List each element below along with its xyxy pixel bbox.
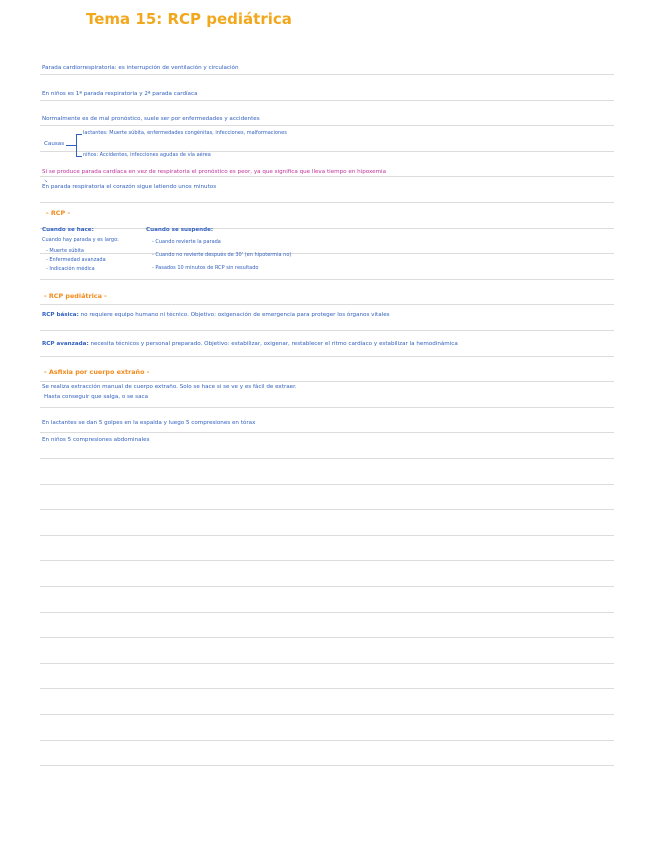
ruled-line — [40, 176, 614, 177]
ruled-line — [40, 484, 614, 485]
ruled-line — [40, 714, 614, 715]
ruled-line — [40, 330, 614, 331]
causas-bottom: niños: Accidentes, infecciones agudas de vía aérea — [83, 152, 211, 158]
cuerpo-line-1: Se realiza extracción manual de cuerpo extraño. Solo se hace si se ve y es fácil de extraer. — [42, 384, 297, 390]
ruled-line — [40, 100, 614, 101]
rcp-basica — [42, 313, 390, 319]
rcp-when-4: - Indicación médica — [46, 266, 95, 272]
cuerpo-line-4: En niños 5 compresiones abdominales — [42, 437, 150, 443]
text-line-1: Parada cardiorrespiratoria: es interrupción de ventilación y circulación — [42, 65, 239, 71]
ruled-line — [40, 688, 614, 689]
heading-rcp-pediatrica: - RCP pediátrica - — [44, 292, 107, 300]
ruled-line — [40, 228, 614, 229]
causas-top: lactantes: Muerte súbita, enfermedades congénitas, infecciones, malformaciones — [83, 130, 287, 136]
ruled-line — [40, 586, 614, 587]
warning-line: Si se produce parada cardíaca en vez de respiratoria el pronóstico es peor, ya que significa que lleva tiempo en hipoxemia — [42, 169, 387, 175]
ruled-line — [40, 202, 614, 203]
text-line-2: En niños es 1ª parada respiratoria y 2ª parada cardíaca — [42, 91, 198, 97]
ruled-line — [40, 509, 614, 510]
cuerpo-line-3: En lactantes se dan 5 golpes en la espalda y luego 5 compresiones en tórax — [42, 420, 256, 426]
rcp-stop-3: - Pasados 10 minutos de RCP sin resultado — [152, 265, 259, 271]
ruled-line — [40, 458, 614, 459]
ruled-line — [40, 356, 614, 357]
rcp-avanzada — [42, 342, 458, 348]
rcp-when-2: - Muerte súbita — [46, 248, 84, 254]
text-line-after-warning: En parada respiratoria el corazón sigue latiendo unos minutos — [42, 184, 217, 190]
rcp-stop-1: - Cuando revierte la parada — [152, 239, 221, 245]
rcp-when-1: Cuando hay parada y es largo: — [42, 237, 119, 243]
ruled-line — [40, 560, 614, 561]
rcp-when-3: - Enfermedad avanzada — [46, 257, 106, 263]
causas-label: Causas — [44, 141, 65, 147]
causas-brace-bottom — [76, 156, 82, 157]
causas-brace-top — [76, 134, 82, 135]
ruled-line — [40, 765, 614, 766]
cuerpo-line-2: Hasta conseguir que salga, o se saca — [44, 394, 149, 400]
causas-brace — [76, 134, 77, 156]
ruled-line — [40, 304, 614, 305]
ruled-line — [40, 125, 614, 126]
heading-cuerpo-extrano: - Asfixia por cuerpo extraño - — [44, 368, 150, 376]
rcp-stop-head: Cuando se suspende: — [146, 227, 214, 233]
page-title: Tema 15: RCP pediátrica — [86, 10, 292, 28]
ruled-line — [40, 381, 614, 382]
ruled-line — [40, 535, 614, 536]
rcp-when-head: Cuando se hace: — [42, 227, 94, 233]
arrow-mark: ↘ — [44, 178, 48, 183]
ruled-line — [40, 74, 614, 75]
heading-rcp: - RCP - — [46, 209, 71, 217]
ruled-line — [40, 407, 614, 408]
ruled-line — [40, 637, 614, 638]
ruled-line — [40, 663, 614, 664]
rcp-avanzada-text: necesita técnicos y personal preparado. Objetivo: estabilizar, oxigenar, restablecer el ritmo cardíaco y estabilizar la hemodinámica — [90, 341, 458, 347]
rcp-basica-text: no requiere equipo humano ni técnico. Objetivo: oxigenación de emergencia para proteger los órganos vitales — [80, 312, 390, 318]
rcp-basica-label: RCP básica: — [42, 312, 79, 318]
ruled-line — [40, 279, 614, 280]
ruled-line — [40, 253, 614, 254]
causas-connector — [66, 145, 76, 146]
ruled-line — [40, 432, 614, 433]
ruled-line — [40, 740, 614, 741]
rcp-avanzada-label: RCP avanzada: — [42, 341, 89, 347]
ruled-line — [40, 612, 614, 613]
text-line-3: Normalmente es de mal pronóstico, suele ser por enfermedades y accidentes — [42, 116, 260, 122]
rcp-stop-2: - Cuando no revierte después de 30' (en hipotermia no) — [152, 252, 292, 258]
